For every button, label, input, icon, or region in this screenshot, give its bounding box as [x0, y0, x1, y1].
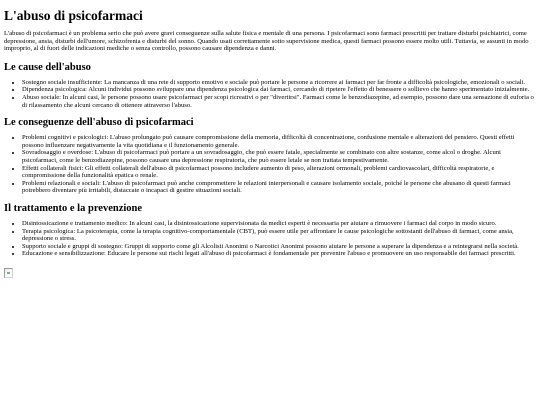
- list-item: • Disintossicazione e trattamento medico: In alcuni casi, la disintossicazione supervisionata da medici esperti è necessaria per aiutare a rimuovere i farmaci dal corpo in modo sicuro.: [22, 220, 536, 228]
- list-item: • Sostegno sociale insufficiente: La mancanza di una rete di supporto emotivo e sociale può portare le persone a ricorrere ai farmaci per far fronte a difficoltà psicologiche, emozionali o sociali.: [22, 79, 536, 87]
- section-heading-causes: Le cause dell'abuso: [4, 61, 91, 73]
- list-item: • Supporto sociale e gruppi di sostegno: Gruppi di supporto come gli Alcolisti Anonimi o Narcotici Anonimi possono aiutare le persone a superare la dipendenza e a reintegrarsi nella società.: [22, 243, 536, 251]
- list-item: • Sovradosaggio e overdose: L'abuso di psicofarmaci può portare a un sovradosaggio, che può essere fatale, specialmente se combinato con altre sostanze, come alcol o droghe. Alcuni psicofarmaci, come le benzodiazepine, possono causare una depressione respiratoria, che può essere letale se non trattata tempestivamente.: [22, 149, 536, 164]
- list-item: • Abuso sociale: In alcuni casi, le persone possono usare psicofarmaci per scopi ricreativi o per "divertirsi". Farmaci come le benzodiazepine, ad esempio, possono dare una sensazione di euforia o di rilassamento che alcuni cercano di ottenere attraverso l'abuso.: [22, 94, 536, 109]
- list-item: • Educazione e sensibilizzazione: Educare le persone sui rischi legati all'abuso di psicofarmaci è fondamentale per prevenire l'abuso e promuovere un uso responsabile dei farmaci prescritti.: [22, 250, 536, 258]
- list-item: • Problemi cognitivi e psicologici: L'abuso prolungato può causare compromissione della memoria, difficoltà di concentrazione, confusione mentale e alterazioni del pensiero. Questi effetti possono influenzare negativamente la vita quotidiana e il funzionamento generale.: [22, 134, 536, 149]
- causes-list: [4, 79, 536, 109]
- list-item: • Dipendenza psicologica: Alcuni individui possono sviluppare una dipendenza psicologica dai farmaci, cercando di ripetere l'effetto di benessere o sollievo che hanno sperimentato inizialmente.: [22, 86, 536, 94]
- list-item: • Effetti collaterali fisici: Gli effetti collaterali dell'abuso di psicofarmaci possono includere aumento di peso, alterazioni ormonali, problemi cardiovascolari, difficoltà respiratorie, e compromissione della funzionalità epatica o renale.: [22, 165, 536, 180]
- treatment-list: [4, 220, 536, 258]
- page-title: L'abuso di psicofarmaci: [4, 8, 143, 23]
- document-page: [0, 8, 540, 283]
- section-heading-treatment: Il trattamento e la prevenzione: [4, 202, 143, 214]
- list-item: • Problemi relazionali e sociali: L'abuso di psicofarmaci può anche compromettere le relazioni interpersonali e causare isolamento sociale, poiché le persone che abusano di questi farmaci potrebbero diventare più irritabili, distaccate o incapaci di gestire situazioni sociali.: [22, 180, 536, 195]
- section-heading-consequences: Le conseguenze dell'abuso di psicofarmaci: [4, 117, 194, 129]
- intro-paragraph: L'abuso di psicofarmaci è un problema serio che può avere gravi conseguenze sulla salute fisica e mentale di una persona. I psicofarmaci sono farmaci prescritti per trattare disturbi psichiatrici, come depressione, ansia, disturbi dell'umore, schizofrenia e disturbi del sonno. Quando usati correttamente sotto supervisione medica, questi farmaci possono essere molto utili. Tuttavia, se assunti in modo improprio, al di fuori delle indicazioni mediche o senza controllo, possono causare dipendenza e danni.: [4, 30, 529, 53]
- list-item: • Terapia psicologica: La psicoterapia, come la terapia cognitivo-comportamentale (CBT), può essere utile per affrontare le cause psicologiche sottostanti dell'abuso di farmaci, come ansia, depressione o stress.: [22, 228, 536, 243]
- consequences-list: [4, 134, 536, 195]
- broken-image-icon: [4, 268, 13, 278]
